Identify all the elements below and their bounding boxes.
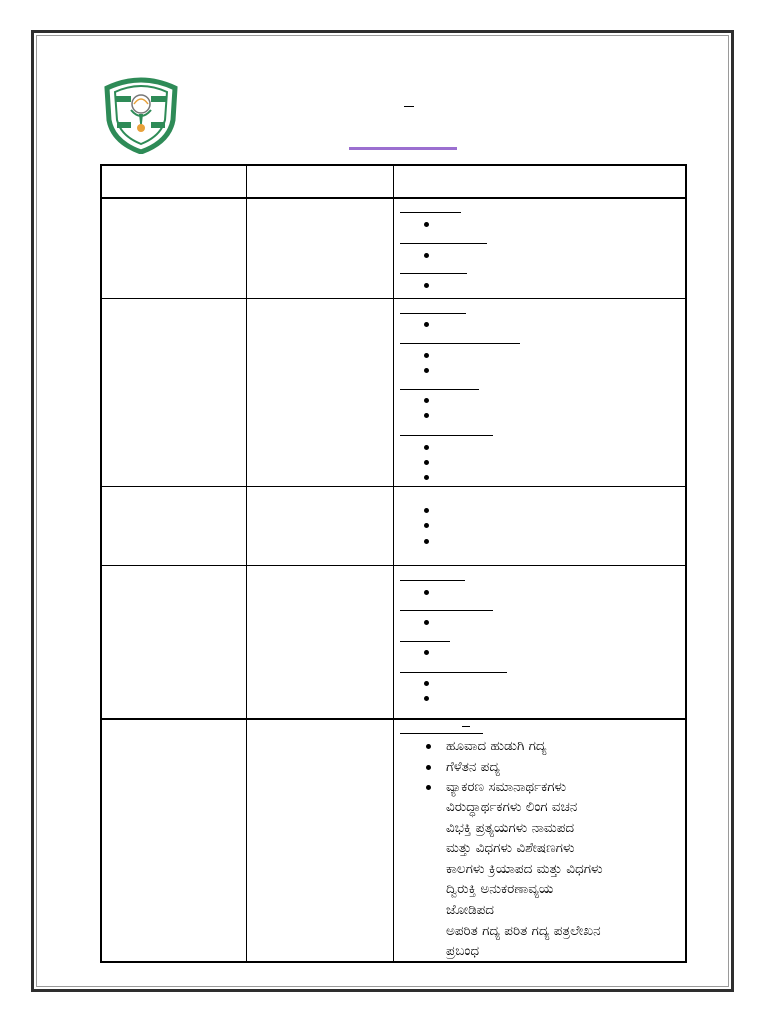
grammar-line: ಪ್ರಬಂಧ: [446, 943, 480, 960]
title-dash: [404, 106, 414, 107]
school-logo: [101, 74, 181, 154]
list-bullet: [424, 460, 429, 465]
list-bullet: [424, 523, 429, 528]
list-bullet: [424, 413, 429, 418]
list-bullet: [424, 681, 429, 686]
table-column-divider: [393, 164, 394, 963]
grammar-line: ವಿಭಕ್ತಿ ಪ್ರತ್ಯಯಗಳು ನಾಮಪದ: [446, 819, 575, 836]
heading-underline: [400, 243, 487, 244]
list-bullet: [424, 445, 429, 450]
list-bullet: [424, 475, 429, 480]
list-bullet: [424, 353, 429, 358]
list-bullet: [424, 539, 429, 544]
list-bullet: [424, 590, 429, 595]
heading-underline: [400, 435, 493, 436]
table-row-divider: [100, 298, 687, 299]
table-row-divider: [100, 718, 687, 720]
table-row-divider: [100, 486, 687, 487]
heading-underline: [400, 610, 493, 611]
grammar-line: ಕಾಲಗಳು ಕ್ರಿಯಾಪದ ಮತ್ತು ವಿಧಗಳು: [446, 860, 603, 877]
table-row-divider: [100, 197, 687, 199]
heading-underline: [400, 672, 507, 673]
heading-underline: [400, 313, 466, 314]
grammar-line: ದ್ವಿರುಕ್ತಿ ಅನುಕರಣಾವ್ಯಯ: [446, 881, 554, 898]
list-bullet: [424, 508, 429, 513]
heading-underline: [400, 733, 483, 734]
heading-underline: [400, 580, 465, 581]
list-bullet: [424, 620, 429, 625]
title-underline: [349, 147, 457, 150]
list-bullet: [424, 253, 429, 258]
heading-dash: [462, 726, 470, 727]
heading-underline: [400, 389, 479, 390]
list-item: ಗೆಳೆತನ ಪದ್ಯ: [420, 757, 682, 778]
list-bullet: [424, 650, 429, 655]
list-bullet: [424, 696, 429, 701]
row5-topic-list: [420, 736, 682, 798]
heading-underline: [400, 641, 450, 642]
heading-underline: [400, 273, 467, 274]
list-bullet: [424, 368, 429, 373]
table-column-divider: [246, 164, 247, 963]
heading-underline: [400, 343, 520, 344]
list-item: ವ್ಯಾಕರಣ ಸಮಾನಾರ್ಥಕಗಳು: [420, 777, 682, 798]
grammar-line: ಮತ್ತು ವಿಧಗಳು ವಿಶೇಷಣಗಳು: [446, 840, 575, 857]
table-row-divider: [100, 565, 687, 566]
list-bullet: [424, 322, 429, 327]
heading-underline: [400, 212, 461, 213]
grammar-line: ವಿರುದ್ಧಾರ್ಥಕಗಳು ಲಿಂಗ ವಚನ: [446, 799, 578, 815]
grammar-topics: [446, 797, 686, 962]
grammar-line: ಜೋಡಿಪದ: [446, 901, 494, 918]
list-bullet: [424, 283, 429, 288]
list-bullet: [424, 222, 429, 227]
list-item: ಹೂವಾದ ಹುಡುಗಿ ಗದ್ಯ: [420, 736, 682, 757]
list-bullet: [424, 398, 429, 403]
grammar-line: ಅಪರಿತ ಗದ್ಯ ಪರಿತ ಗದ್ಯ ಪತ್ರಲೇಖನ: [446, 922, 601, 939]
